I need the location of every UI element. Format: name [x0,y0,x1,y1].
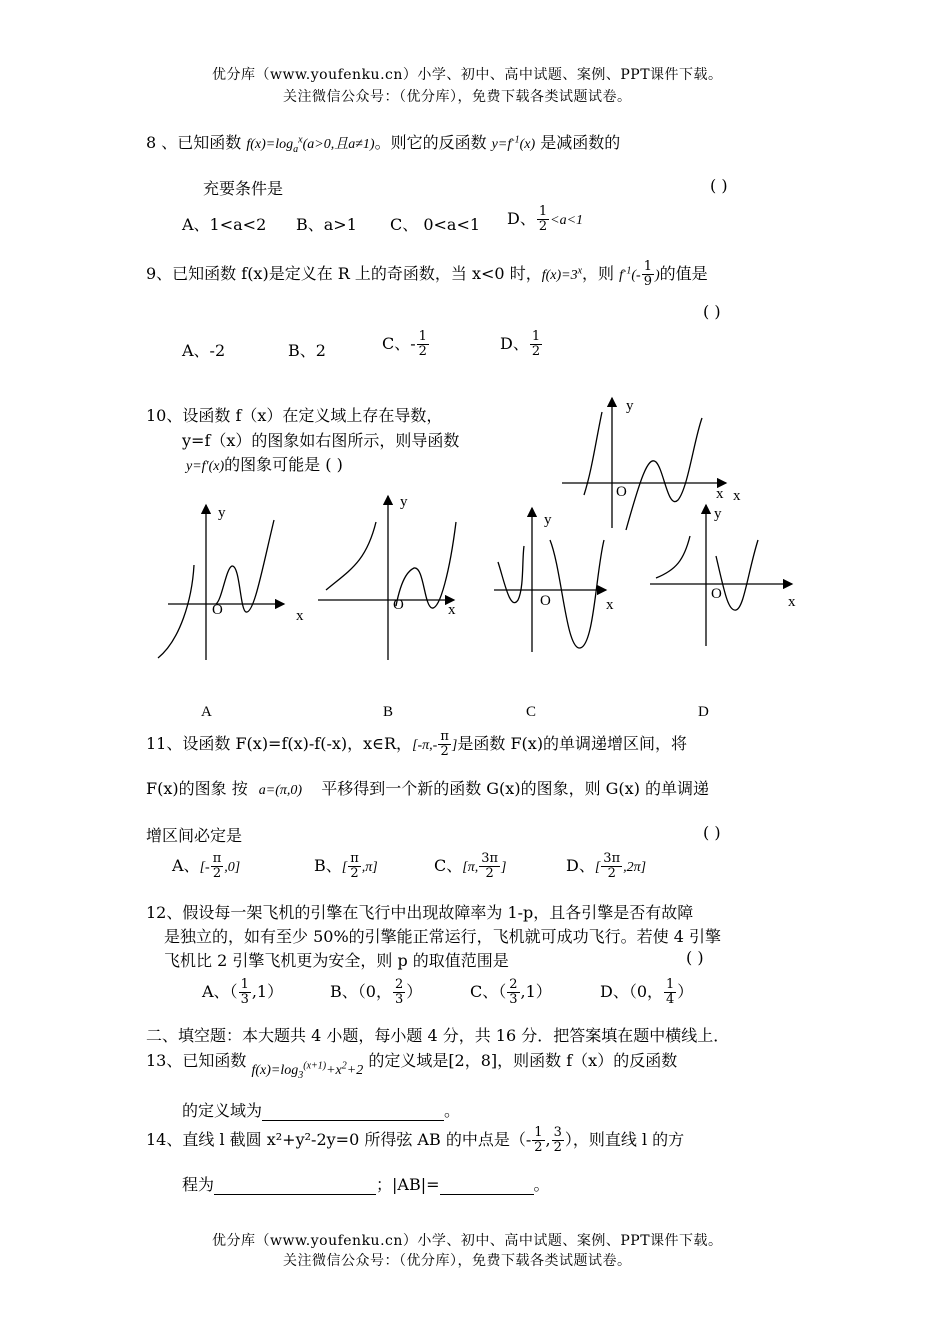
q14-line-2a: 程为 [182,1175,215,1194]
header-line-2: 关注微信公众号：（优分库），免费下载各类试题试卷。 [283,89,632,105]
q10-b-x-label: x [448,602,456,618]
q12-option-b: B、（0， $\frac{2}{3}$ ） [330,977,423,1007]
q10-original-x-label-2: x [733,488,741,504]
q13-function-formula: $f(x)=\log_3^{(x+1)}+x^2+2$ [251,1060,364,1081]
q9-option-c: C、- $\frac{1}{2}$ [382,329,427,359]
q12-option-c: C、（ $\frac{2}{3}$ ,1） [470,977,552,1007]
q11-line-3: 增区间必定是 [146,826,243,845]
q11-option-b-label: B、 [314,856,342,875]
q10-d-y-label: y [714,506,722,522]
q11-interval: [-π,- [412,738,438,753]
q13-answer-blank[interactable] [262,1104,444,1121]
q14-chord-length-blank[interactable] [440,1178,534,1195]
q12-line-3: 飞机比 2 引擎飞机更为安全，则 p 的取值范围是 [164,951,509,970]
q10-c-origin: O [540,593,551,609]
q12-option-d-label: D、（0， [600,982,664,1001]
q10-choice-a-graph [158,505,304,660]
q12-bracket: ( ) [686,948,704,967]
q10-choice-c-graph [494,508,614,652]
q11-option-d: D、[ $\frac{3\pi}{2}$ ,2π] [566,851,647,881]
header-line-1: 优分库（www.youfenku.cn）小学、初中、高中试题、案例、PPT课件下载。 [212,67,723,83]
q12-option-a: A、（ $\frac{1}{3}$ ,1） [202,977,284,1007]
q10-d-origin: O [711,586,722,602]
q14-line-1a: 14、直线 l 截圆 x²+y²-2y=0 所得弦 AB 的中点是（- [146,1130,532,1149]
q10-b-origin: O [393,597,404,613]
q10-a-origin: O [212,602,223,618]
q9-line-1: 9、已知函数 f(x)是定义在 R 上的奇函数，当 x<0 时，$f(x)=3^x$，则 $f^{-1}(-$ $\frac{1}{9}$ )的值是 [146,259,708,289]
q9-option-c-label: C、- [382,334,416,353]
q8-suffix: 是减函数的 [540,133,621,152]
q10-line-2: y=f（x）的图象如右图所示，则导函数 [182,431,460,450]
q8-inverse-formula: $y=f^{-1}(x)$ [491,134,536,152]
q10-original-origin: O [616,484,627,500]
footer-line-1: 优分库（www.youfenku.cn）小学、初中、高中试题、案例、PPT课件下载。 [212,1233,723,1249]
q8-bracket: ( ) [710,176,728,195]
q13-line-1 [146,1048,678,1081]
q8-line-2: 充要条件是 [203,179,284,198]
q10-choice-c-label: C [526,704,537,720]
q11-vector: a=(π,0) [258,783,303,798]
q11-line-1b: 是函数 F(x)的单调递增区间，将 [457,734,688,753]
q12-line-1: 12、假设每一架飞机的引擎在飞行中出现故障率为 1-p，且各引擎是否有故障 [146,903,694,922]
q10-a-y-label: y [218,505,226,521]
q10-d-x-label: x [788,594,796,610]
q12-option-b-label: B、（0， [330,982,392,1001]
q8-option-b: B、a>1 [296,215,357,234]
q14-line-2 [182,1172,550,1195]
q10-choice-b-label: B [383,704,394,720]
q11-option-c-label: C、 [434,856,463,875]
q9-option-a: A、-2 [182,341,226,360]
q11-line-1a: 11、设函数 F(x)=f(x)-f(-x)，x∈R， [146,734,413,753]
q10-b-y-label: y [400,494,408,510]
q10-original-x-label: x [716,486,724,502]
q11-option-a-label: A、 [172,856,200,875]
q11-option-a: A、[- $\frac{\pi}{2}$ ,0] [172,851,241,881]
q9-inverse-formula: $f^{-1}(-$ [619,265,641,283]
q14-line-2b: ；|AB|= [376,1175,440,1194]
q11-line-1: 11、设函数 F(x)=f(x)-f(-x)，x∈R，[-π,- $\frac{\pi}{2}$ ]是函数 F(x)的单调递增区间，将 [146,729,688,759]
section-2-heading: 二、填空题：本大题共 4 小题，每小题 4 分，共 16 分．把答案填在题中横线上． [146,1026,730,1045]
q13-prefix: 13、已知函数 [146,1051,247,1070]
q13-line-2 [182,1098,460,1121]
q9-function-formula: $f(x)=3^x$ [541,265,583,283]
q10-original-y-label: y [626,398,634,414]
q12-option-d: D、（0， $\frac{1}{4}$ ） [600,977,694,1007]
q9-option-b: B、2 [288,341,326,360]
q13-line-2-text: 的定义域为 [182,1101,263,1120]
q9-text-1: 9、已知函数 f(x)是定义在 R 上的奇函数，当 x<0 时， [146,264,542,283]
q8-option-d-label: D、 [507,209,536,228]
q10-c-x-label: x [606,597,614,613]
q14-end: 。 [533,1175,550,1194]
q11-line-2 [146,776,709,799]
q9-text-3: 的值是 [659,264,708,283]
q14-line-1: 14、直线 l 截圆 x²+y²-2y=0 所得弦 AB 的中点是（- $\frac{1}{2}$ , $\frac{3}{2}$ ），则直线 l 的方 [146,1125,685,1155]
q11-line-2b: 平移得到一个新的函数 G(x)的图象，则 G(x) 的单调递 [321,779,710,798]
q14-line-1b: ），则直线 l 的方 [564,1130,685,1149]
q9-option-d-label: D、 [500,334,529,353]
q11-option-d-label: D、 [566,856,595,875]
q8-option-d: D、 $\frac{1}{2}$ <a<1 [507,204,584,234]
q10-choice-b-graph [318,494,456,660]
q12-option-c-label: C、（ [470,982,507,1001]
q8-function-formula: $f(x)=\log_a^x(a>0$,且a≠1) [246,134,375,155]
q13-suffix: 的定义域是[2，8]，则函数 f（x）的反函数 [368,1051,678,1070]
q13-end: 。 [444,1101,461,1120]
q10-c-y-label: y [544,512,552,528]
q9-option-d: D、 $\frac{1}{2}$ [500,329,541,359]
q10-derivative-formula: y=f′(x) [186,459,225,474]
q8-prefix: 8 、已知函数 [146,133,242,152]
q10-line-1: 10、设函数 f（x）在定义域上存在导数， [146,406,443,425]
q9-bracket: ( ) [703,302,721,321]
q11-bracket: ( ) [703,823,721,842]
q12-line-2: 是独立的，如有至少 50%的引擎能正常运行，飞机就可成功飞行。若使 4 引擎 [164,927,722,946]
q10-choice-d-label: D [698,704,709,720]
q11-option-c: C、[π, $\frac{3\pi}{2}$ ] [434,851,507,881]
q10-line-3-text: 的图象可能是 ( ) [224,455,343,474]
q8-option-c: C、 0<a<1 [390,215,481,234]
q10-a-x-label: x [296,608,304,624]
footer-line-2: 关注微信公众号：（优分库），免费下载各类试题试卷。 [283,1253,632,1269]
q11-option-b: B、[ $\frac{\pi}{2}$ ,π] [314,851,378,881]
q8-mid: 。则它的反函数 [374,133,487,152]
q12-option-a-label: A、（ [202,982,238,1001]
q10-choice-a-label: A [201,704,212,720]
q8-option-a: A、1<a<2 [182,215,267,234]
q14-line-equation-blank[interactable] [214,1178,376,1195]
q10-choice-d-graph [650,505,796,646]
q9-text-2: ，则 [582,264,615,283]
q11-line-2a: F(x)的图象 按 [146,779,248,798]
